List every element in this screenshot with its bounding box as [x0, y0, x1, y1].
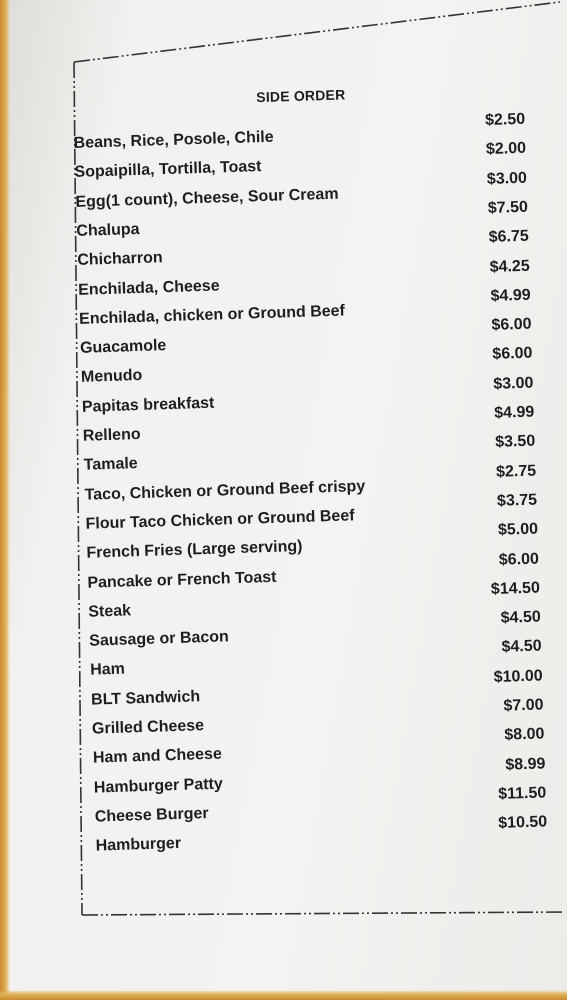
menu-item-price: $7.50	[487, 198, 529, 217]
menu-item-price: $8.99	[505, 755, 546, 774]
menu-item-price: $8.00	[504, 725, 545, 745]
menu-item-name: Sausage or Bacon	[89, 628, 230, 650]
menu-item-price: $6.00	[492, 345, 533, 364]
menu-item-price: $4.50	[501, 637, 542, 657]
menu-item-name: Beans, Rice, Posole, Chile	[73, 128, 274, 152]
menu-item-price: $3.00	[493, 374, 534, 393]
menu-item-price: $7.00	[503, 696, 544, 715]
menu-item-name: Egg(1 count), Cheese, Sour Cream	[75, 185, 339, 211]
menu-item-name: Cheese Burger	[94, 804, 209, 826]
menu-item-name: Sopaipilla, Tortilla, Toast	[74, 158, 262, 182]
menu-item-price: $4.50	[500, 608, 542, 627]
menu-item-name: Enchilada, chicken or Ground Beef	[78, 302, 346, 328]
menu-item-price: $4.99	[490, 286, 531, 305]
menu-item-name: Chicharron	[77, 249, 163, 270]
menu-item-price: $10.50	[498, 813, 548, 833]
menu-item-name: Enchilada, Cheese	[77, 276, 220, 299]
menu-item-name: BLT Sandwich	[90, 687, 201, 709]
menu-title: SIDE ORDER	[256, 86, 346, 106]
menu-item-name: Relleno	[82, 425, 141, 445]
menu-item-price: $4.25	[489, 257, 530, 276]
menu-item-price: $6.75	[488, 227, 530, 247]
menu-item-price: $11.50	[497, 784, 547, 803]
menu-item-name: Steak	[88, 602, 132, 621]
menu-item-price: $10.00	[493, 667, 543, 686]
menu-item-price: $6.00	[498, 550, 540, 569]
menu-item-price: $4.99	[494, 403, 535, 422]
menu-item-name: Papitas breakfast	[81, 394, 215, 416]
menu-item-price: $3.00	[486, 169, 528, 188]
menu-item-price: $2.75	[495, 462, 537, 481]
menu-item-price: $6.00	[491, 315, 532, 335]
menu-item-name: Hamburger Patty	[93, 775, 224, 797]
menu-item-name: Taco, Chicken or Ground Beef crispy	[84, 477, 366, 504]
menu-item-name: French Fries (Large serving)	[86, 538, 303, 562]
menu-item-name: Ham and Cheese	[92, 745, 223, 767]
menu-item-price: $2.50	[484, 110, 526, 130]
menu-item-name: Tamale	[83, 455, 138, 475]
menu-item-price: $5.00	[497, 520, 539, 539]
menu-item-price: $14.50	[490, 579, 541, 598]
menu-item-price: $3.75	[496, 491, 538, 510]
menu-item-name: Chalupa	[76, 220, 140, 240]
menu-item-name: Guacamole	[79, 337, 167, 357]
menu-item-name: Pancake or French Toast	[87, 568, 277, 592]
menu-item-name: Ham	[89, 660, 126, 680]
menu-item-price: $3.50	[494, 432, 536, 452]
menu-item-price: $2.00	[485, 140, 527, 159]
menu-item-name: Menudo	[80, 367, 143, 387]
menu-item-name: Flour Taco Chicken or Ground Beef	[85, 507, 355, 533]
menu-item-name: Hamburger	[95, 835, 182, 855]
menu-item-name: Grilled Cheese	[91, 717, 205, 738]
